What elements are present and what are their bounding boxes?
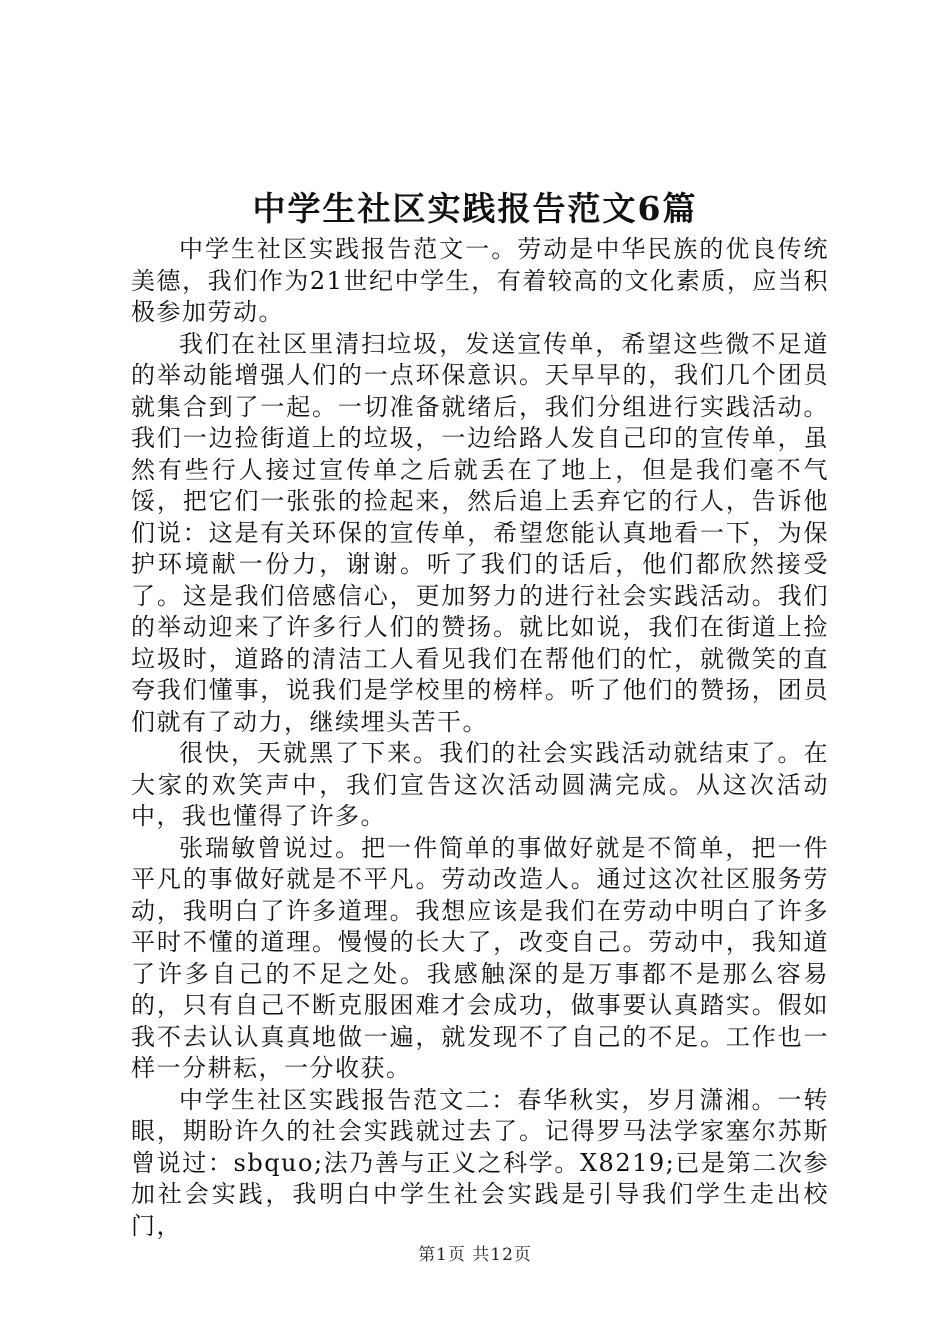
page-number-footer: 第1页 共12页 [418, 1245, 532, 1265]
paragraph-3: 很快，天就黑了下来。我们的社会实践活动就结束了。在大家的欢笑声中，我们宣告这次活动圆满完成。从这次活动中，我也懂得了许多。 [131, 739, 829, 830]
paragraph-4: 张瑞敏曾说过。把一件简单的事做好就是不简单，把一件平凡的事做好就是不平凡。劳动改造人。通过这次社区服务劳动，我明白了许多道理。我想应该是我们在劳动中明白了许多平时不懂的道理。慢慢的长大了，改变自己。劳动中，我知道了许多自己的不足之处。我感触深的是万事都不是那么容易的，只有自己不断克服困难才会成功，做事要认真踏实。假如我不去认认真真地做一遍，就发现不了自己的不足。工作也一样一分耕耘，一分收获。 [131, 833, 829, 1082]
paragraph-2: 我们在社区里清扫垃圾，发送宣传单，希望这些微不足道的举动能增强人们的一点环保意识。天早早的，我们几个团员就集合到了一起。一切准备就绪后，我们分组进行实践活动。我们一边捡街道上的垃圾，一边给路人发自己印的宣传单，虽然有些行人接过宣传单之后就丢在了地上，但是我们毫不气馁，把它们一张张的捡起来，然后追上丢弃它的行人，告诉他们说：这是有关环保的宣传单，希望您能认真地看一下，为保护环境献一份力，谢谢。听了我们的话后，他们都欣然接受了。这是我们倍感信心，更加努力的进行社会实践活动。我们的举动迎来了许多行人们的赞扬。就比如说，我们在街道上捡垃圾时，道路的清洁工人看见我们在帮他们的忙，就微笑的直夸我们懂事，说我们是学校里的榜样。听了他们的赞扬，团员们就有了动力，继续埋头苦干。 [131, 329, 829, 736]
document-title: 中学生社区实践报告范文6篇 [252, 189, 698, 228]
paragraph-5: 中学生社区实践报告范文二：春华秋实，岁月潇湘。一转眼，期盼许久的社会实践就过去了。记得罗马法学家塞尔苏斯曾说过：sbquo;法乃善与正义之科学。X8219;已是第二次参加社会实践，我明白中学生社会实践是引导我们学生走出校门， [131, 1085, 829, 1240]
paragraph-1: 中学生社区实践报告范文一。劳动是中华民族的优良传统美德，我们作为21世纪中学生，有着较高的文化素质，应当积极参加劳动。 [131, 235, 829, 326]
document-body [131, 234, 829, 1242]
